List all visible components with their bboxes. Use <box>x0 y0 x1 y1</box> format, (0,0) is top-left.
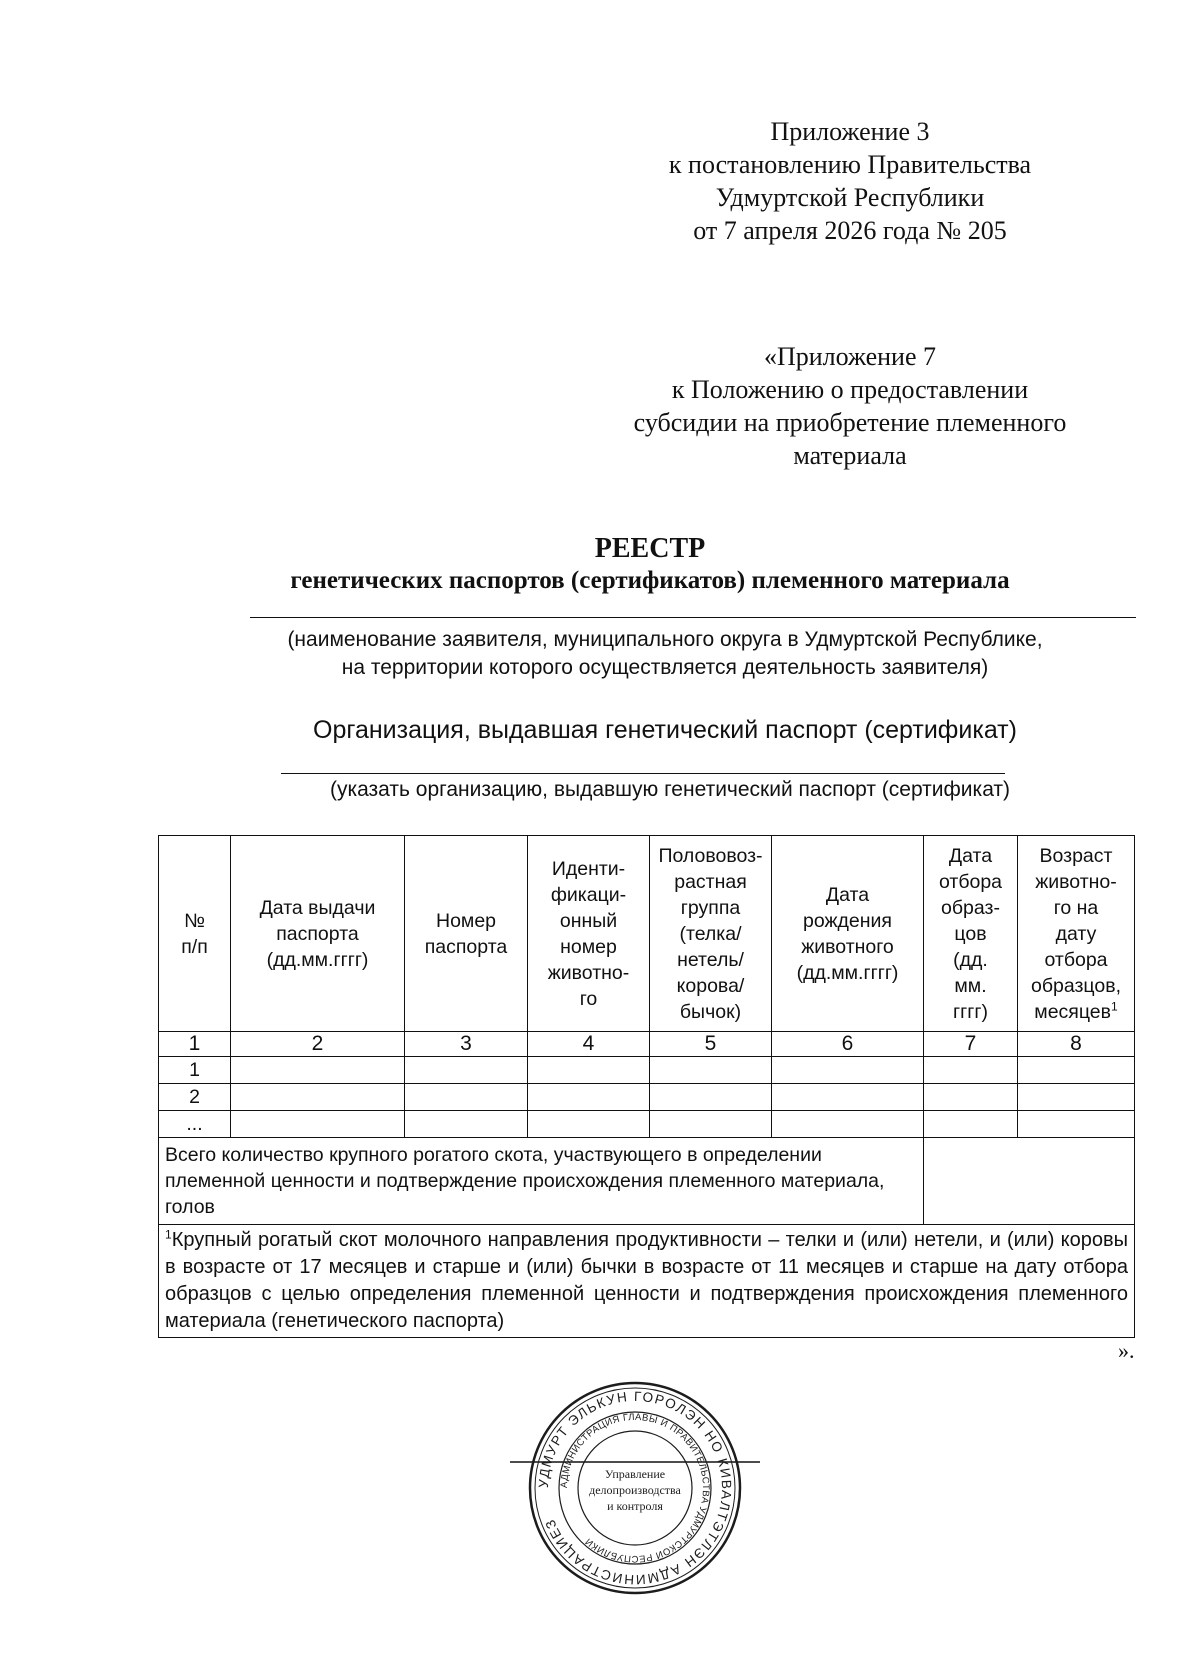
header-text: Дата <box>825 883 870 906</box>
header-cell-birth-date <box>772 836 924 1032</box>
total-row <box>159 1138 1135 1225</box>
header-line: от 7 апреля 2026 года № 205 <box>693 216 1007 245</box>
seal-outer-ring: УДМУРТ ЭЛЬКУН ГОРОЛЭН НО КИВАЛТЭТЛЭН АДМИНИСТРАЦИЕЗ <box>535 1388 735 1588</box>
header-text: месяцев <box>1034 1000 1112 1023</box>
header-text: мм. <box>954 974 987 997</box>
header-line: Приложение 3 <box>770 117 930 146</box>
header-line: Удмуртской Республики <box>715 183 985 212</box>
seal-center-line: Управление <box>604 1467 666 1481</box>
header-text: растная <box>674 870 747 893</box>
table-cell[interactable] <box>772 1057 924 1084</box>
header-text: Иденти- <box>551 857 626 880</box>
header-text <box>1021 999 1131 1025</box>
header-text: п/п <box>181 935 208 958</box>
seal-center-line: и контроля <box>607 1499 663 1513</box>
table-cell[interactable] <box>231 1057 405 1084</box>
table-cell[interactable] <box>231 1084 405 1111</box>
table-cell[interactable] <box>772 1111 924 1138</box>
header-text: Полововоз- <box>658 844 763 867</box>
registry-table <box>158 835 1135 1338</box>
table-cell[interactable] <box>528 1057 650 1084</box>
table-cell[interactable] <box>528 1084 650 1111</box>
header-cell-number <box>159 836 231 1032</box>
header-text: (дд.мм.гггг) <box>796 961 899 984</box>
header-cell-animal-id <box>528 836 650 1032</box>
official-seal <box>470 1370 800 1600</box>
document-title: РЕЕСТР <box>594 533 706 564</box>
column-number-row <box>159 1032 1135 1057</box>
header-cell-passport-number <box>405 836 528 1032</box>
table-header-row <box>159 836 1135 1032</box>
seal-center-line: делопроизводства <box>589 1483 681 1497</box>
header-text: паспорта <box>276 922 359 945</box>
table-cell[interactable] <box>231 1111 405 1138</box>
column-number: 8 <box>1018 1032 1135 1057</box>
header-cell-animal-age <box>1018 836 1135 1032</box>
column-number: 5 <box>650 1032 772 1057</box>
header-text: (дд.мм.гггг) <box>266 948 369 971</box>
table-cell[interactable] <box>924 1084 1018 1111</box>
total-label: Всего количество крупного рогатого скота, участвующего в определении племенной ценности и подтверждение происхождения племенного материала, голов <box>159 1138 924 1225</box>
header-text: бычок) <box>679 1000 742 1023</box>
header-text: го <box>579 987 598 1010</box>
applicant-caption <box>200 626 1130 682</box>
table-row <box>159 1084 1135 1111</box>
header-text: животно- <box>547 961 630 984</box>
header-cell-sampling-date <box>924 836 1018 1032</box>
header-text: рождения <box>803 909 892 932</box>
header-text: Номер <box>435 909 497 932</box>
table-cell[interactable] <box>924 1057 1018 1084</box>
column-number: 4 <box>528 1032 650 1057</box>
seal-inner-ring: АДМИНИСТРАЦИЯ ГЛАВЫ И ПРАВИТЕЛЬСТВА УДМУРТСКОЙ РЕСПУБЛИКИ <box>558 1411 712 1565</box>
header-text: Дата <box>948 844 993 867</box>
header-text: цов <box>954 922 987 945</box>
appendix-line: материала <box>793 441 907 470</box>
header-text: онный <box>559 909 618 932</box>
column-number: 1 <box>159 1032 231 1057</box>
column-number: 3 <box>405 1032 528 1057</box>
footnote-text: Крупный рогатый скот молочного направления продуктивности – телки и (или) нетели, и (или) коровы в возрасте от 17 месяцев и старше и (или) бычки в возрасте от 11 месяцев и старше на дату отбора образцов с целью определения племенной ценности и подтверждения происхождения племенного материала (генетического паспорта) <box>165 1229 1128 1332</box>
header-text: № <box>184 909 205 932</box>
header-text: отбора <box>1044 948 1108 971</box>
table-cell[interactable]: 1 <box>159 1057 231 1084</box>
footnote-marker: 1 <box>1111 999 1118 1013</box>
closing-mark: ». <box>1118 1338 1135 1363</box>
table-cell[interactable] <box>650 1084 772 1111</box>
table-cell[interactable]: 2 <box>159 1084 231 1111</box>
header-text: корова/ <box>676 974 745 997</box>
table-row <box>159 1111 1135 1138</box>
applicant-caption-line: на территории которого осуществляется деятельность заявителя) <box>341 656 989 679</box>
footnote-number: 1 <box>165 1227 172 1242</box>
header-text: животно- <box>1035 870 1117 893</box>
header-text: животного <box>801 935 894 958</box>
total-value[interactable] <box>924 1138 1135 1225</box>
organization-label: Организация, выдавшая генетический паспорт (сертификат) <box>313 716 1017 744</box>
header-text: (дд. <box>953 948 988 971</box>
header-text: дату <box>1055 922 1097 945</box>
table-cell[interactable] <box>924 1111 1018 1138</box>
footnote-row <box>159 1225 1135 1338</box>
document-subtitle: генетических паспортов (сертификатов) племенного материала <box>290 567 1010 594</box>
header-text: отбора <box>938 870 1003 893</box>
applicant-caption-line: (наименование заявителя, муниципального округа в Удмуртской Республике, <box>287 628 1043 651</box>
header-cell-sex-age-group <box>650 836 772 1032</box>
table-cell[interactable] <box>1018 1111 1135 1138</box>
header-text: образцов, <box>1031 974 1121 997</box>
header-text: Возраст <box>1039 844 1113 867</box>
table-cell[interactable] <box>528 1111 650 1138</box>
appendix-header <box>600 340 1100 472</box>
appendix-line: к Положению о предоставлении <box>671 375 1029 404</box>
header-text: группа <box>680 896 741 919</box>
organization-fill-line <box>281 773 1005 774</box>
header-line: к постановлению Правительства <box>668 150 1032 179</box>
header-text: го на <box>1053 896 1099 919</box>
header-text: паспорта <box>424 935 508 958</box>
header-text: гггг) <box>953 1000 988 1023</box>
header-text: образ- <box>941 896 1000 919</box>
table-cell[interactable] <box>405 1057 528 1084</box>
table-cell[interactable] <box>650 1057 772 1084</box>
appendix-line: «Приложение 7 <box>763 342 937 371</box>
appendix-line: субсидии на приобретение племенного <box>633 408 1067 437</box>
decree-header <box>600 115 1100 247</box>
organization-caption: (указать организацию, выдавшую генетический паспорт (сертификат) <box>329 778 1011 801</box>
table-cell[interactable]: ... <box>159 1111 231 1138</box>
column-number: 2 <box>231 1032 405 1057</box>
header-text: номер <box>560 935 617 958</box>
table-cell[interactable] <box>1018 1084 1135 1111</box>
column-number: 6 <box>772 1032 924 1057</box>
header-text: (телка/ <box>679 922 742 945</box>
table-row <box>159 1057 1135 1084</box>
header-text: нетель/ <box>677 948 744 971</box>
header-text: Дата выдачи <box>259 896 376 919</box>
table-cell[interactable] <box>1018 1057 1135 1084</box>
seal-graphic <box>470 1370 800 1600</box>
column-number: 7 <box>924 1032 1018 1057</box>
header-text: фикаци- <box>550 883 627 906</box>
table-cell[interactable] <box>650 1111 772 1138</box>
table-cell[interactable] <box>772 1084 924 1111</box>
table-cell[interactable] <box>405 1084 528 1111</box>
applicant-fill-line <box>250 617 1136 618</box>
footnote <box>159 1225 1135 1338</box>
header-cell-issue-date <box>231 836 405 1032</box>
table-cell[interactable] <box>405 1111 528 1138</box>
